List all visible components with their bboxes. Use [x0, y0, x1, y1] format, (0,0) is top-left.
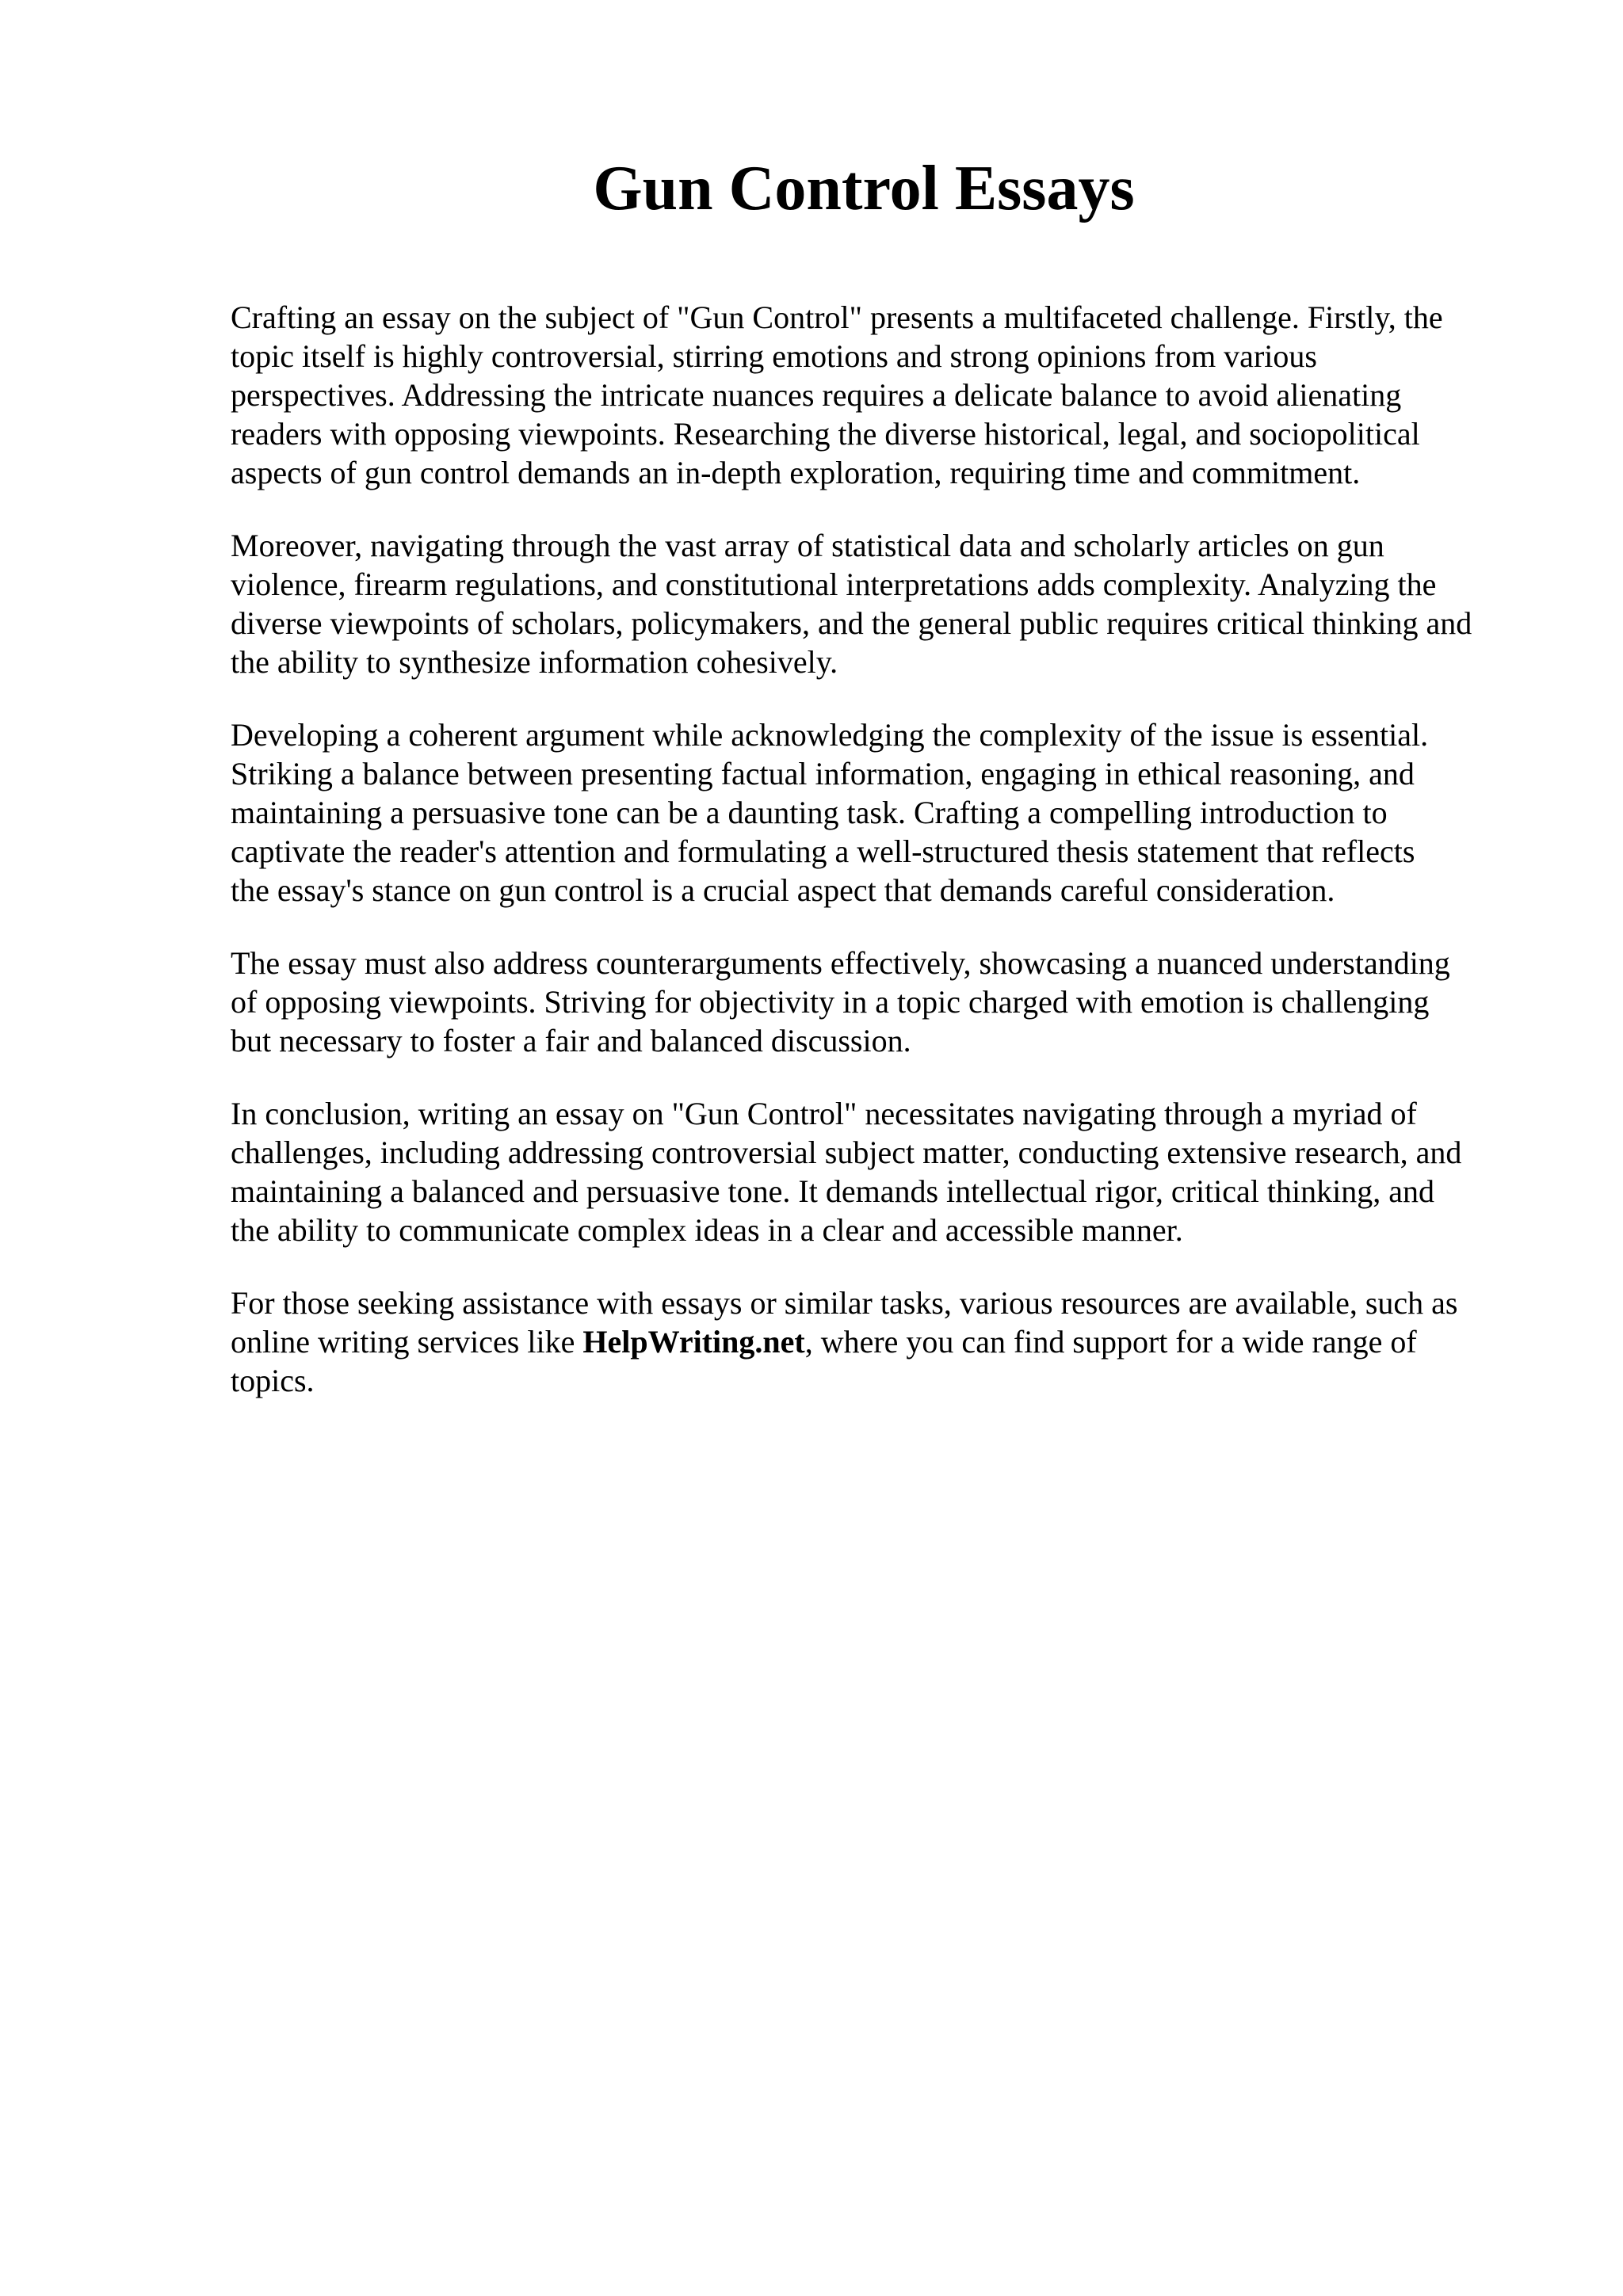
paragraph-2: [231, 526, 1530, 681]
text-line: The essay must also address counterarguments effectively, showcasing a nuanced understanding: [231, 945, 1450, 981]
document-title: Gun Control Essays: [593, 154, 1135, 223]
text-line: maintaining a balanced and persuasive tone. It demands intellectual rigor, critical thinking, and: [231, 1173, 1435, 1209]
text-line: In conclusion, writing an essay on "Gun Control" necessitates navigating through a myriad of: [231, 1096, 1417, 1131]
text-line: perspectives. Addressing the intricate nuances requires a delicate balance to avoid alienating: [231, 377, 1402, 413]
text-line: diverse viewpoints of scholars, policymakers, and the general public requires critical thinking and: [231, 605, 1472, 641]
text-line: the ability to synthesize information cohesively.: [231, 644, 838, 680]
text-line: [231, 1322, 1530, 1361]
text-line: readers with opposing viewpoints. Researching the diverse historical, legal, and sociopolitical: [231, 416, 1420, 452]
text-line: Developing a coherent argument while acknowledging the complexity of the issue is essential.: [231, 717, 1429, 753]
paragraph-5: [231, 1094, 1530, 1249]
text-line: but necessary to foster a fair and balanced discussion.: [231, 1023, 911, 1058]
text-segment: online writing services like: [231, 1324, 583, 1360]
document-body: [231, 298, 1530, 1434]
text-line: Crafting an essay on the subject of "Gun Control" presents a multifaceted challenge. Firstly, the: [231, 299, 1443, 335]
helpwriting-link-text: HelpWriting.net: [582, 1324, 805, 1360]
text-line: challenges, including addressing controversial subject matter, conducting extensive research, and: [231, 1135, 1462, 1170]
text-line: maintaining a persuasive tone can be a daunting task. Crafting a compelling introduction to: [231, 795, 1388, 830]
text-line: aspects of gun control demands an in-depth exploration, requiring time and commitment.: [231, 455, 1361, 490]
paragraph-4: [231, 944, 1530, 1060]
paragraph-3: [231, 715, 1530, 910]
text-line: violence, firearm regulations, and constitutional interpretations adds complexity. Analyzing the: [231, 566, 1437, 602]
text-line: topic itself is highly controversial, stirring emotions and strong opinions from various: [231, 338, 1317, 374]
text-line: the essay's stance on gun control is a crucial aspect that demands careful consideration.: [231, 872, 1335, 908]
paragraph-6: [231, 1283, 1530, 1400]
text-line: Moreover, navigating through the vast array of statistical data and scholarly articles on gun: [231, 528, 1384, 563]
text-line: of opposing viewpoints. Striving for objectivity in a topic charged with emotion is challenging: [231, 984, 1430, 1020]
text-line: the ability to communicate complex ideas in a clear and accessible manner.: [231, 1212, 1183, 1248]
text-line: Striking a balance between presenting factual information, engaging in ethical reasoning, and: [231, 756, 1415, 791]
paragraph-1: [231, 298, 1530, 492]
text-line: captivate the reader's attention and formulating a well-structured thesis statement that reflects: [231, 833, 1415, 869]
text-line: For those seeking assistance with essays or similar tasks, various resources are available, such as: [231, 1285, 1458, 1321]
text-line: topics.: [231, 1363, 315, 1398]
text-segment: , where you can find support for a wide range of: [804, 1324, 1417, 1360]
